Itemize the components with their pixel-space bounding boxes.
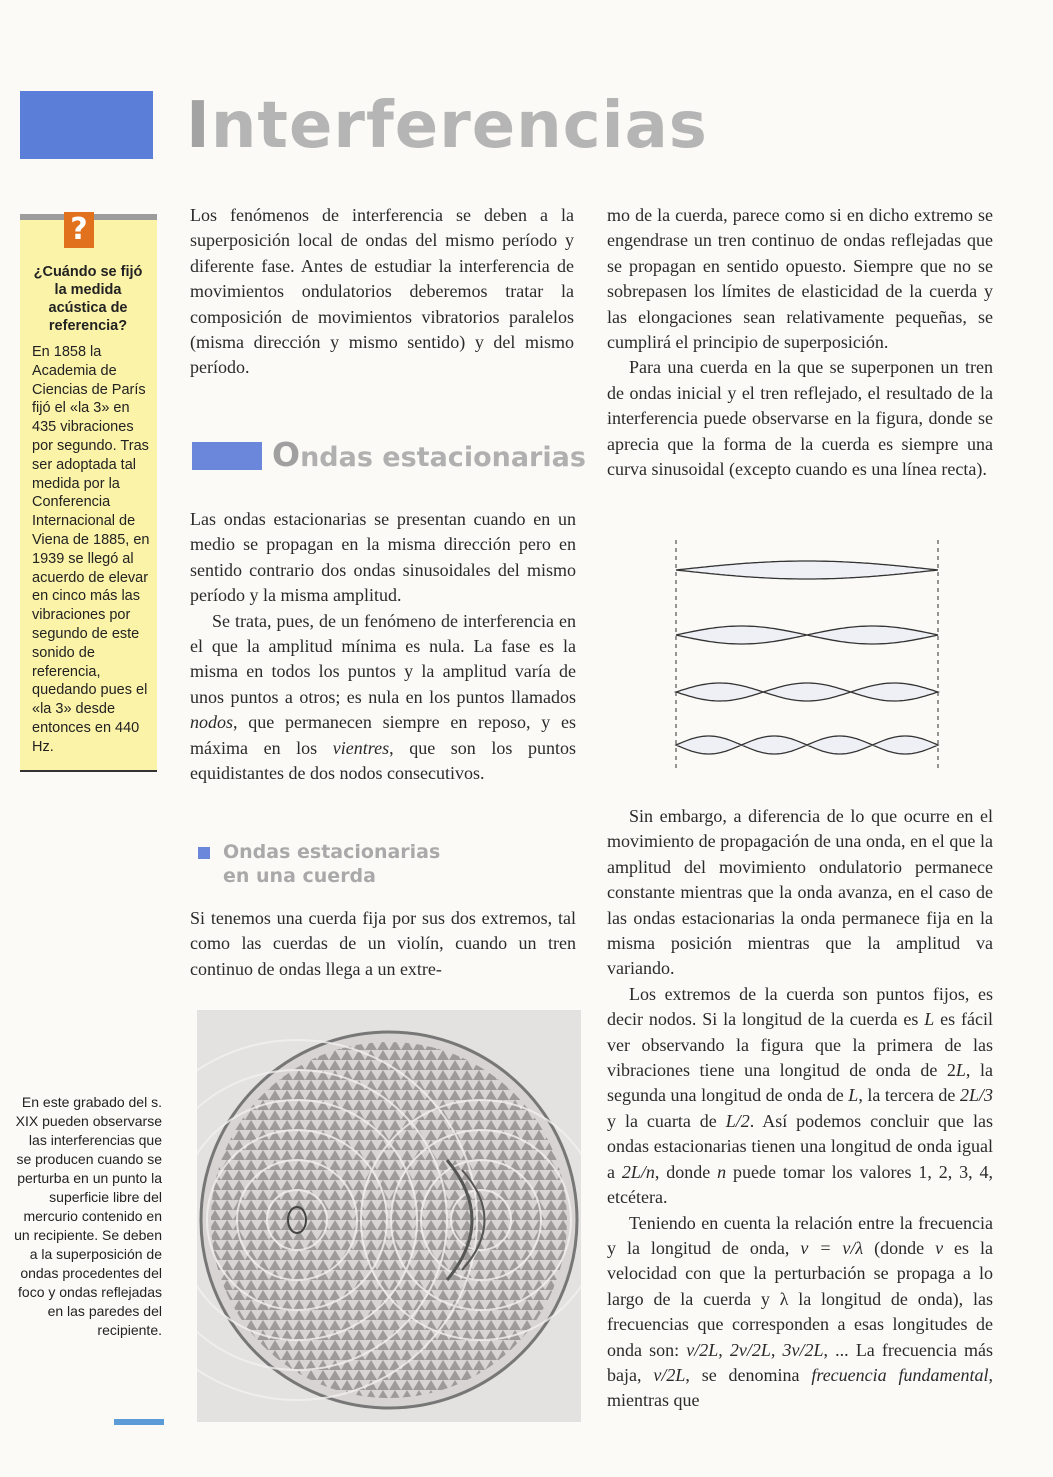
title-color-block bbox=[20, 91, 153, 159]
paragraph: Las ondas estacionarias se presentan cuando en un medio se propagan en la misma dirección pero en sentido contrario dos ondas sinusoidales del mismo período y la misma amplitud. bbox=[190, 509, 576, 606]
paragraph: Sin embargo, a diferencia de lo que ocurre en el movimiento de propagación de una onda, en el que la amplitud del movimiento ondulatorio permanece constante mientras que la onda avanza, en el caso de las ondas estacionarias la onda permanece fija en la misma posición mientras que la amplitud va variando. bbox=[607, 806, 993, 979]
harmonic-3-wave bbox=[676, 683, 938, 701]
paragraph: mo de la cuerda, parece como si en dicho extremo se engendrase un tren continuo de ondas reflejadas que se propagan en sentido opuesto. Siempre que no se sobrepasen los límites de elasticidad de la cuerda y las elongaciones sean relativamente pequeñas, se cumplirá el principio de superposición. bbox=[607, 205, 993, 353]
section-color-block bbox=[192, 442, 262, 470]
subsection-text: Si tenemos una cuerda fija por sus dos extremos, tal como las cuerdas de un violín, cuando un tren continuo de ondas llega a un extre- bbox=[190, 908, 576, 979]
caption-accent-bar bbox=[114, 1419, 164, 1425]
paragraph: Los extremos de la cuerda son puntos fijos, es decir nodos. Si la longitud de la cuerda es L es fácil ver observando la figura que la primera de las vibraciones tiene una longitud de onda de 2L, la segunda una longitud de onda de L, la tercera de 2L/3 y la cuarta de L/2. Así podemos concluir que las ondas estacionarias tienen una longitud de onda igual a 2L/n, donde n puede tomar los valores 1, 2, 3, 4, etcétera. bbox=[607, 983, 994, 1208]
engraving-image bbox=[197, 1010, 581, 1422]
sidebar-question-title: ¿Cuándo se fijó la medida acústica de referencia? bbox=[33, 264, 143, 334]
column-right-top bbox=[607, 203, 993, 482]
paragraph: Se trata, pues, de un fenómeno de interferencia en el que la amplitud mínima es nula. La fase es la misma en todos los puntos y la amplitud varía de unos puntos a otros; es nula en los puntos llamados nodos, que permanecen siempre en reposo, y es máxima en los vientres, que son los puntos equidistantes de dos nodos consecutivos. bbox=[190, 610, 576, 784]
intro-paragraph: Los fenómenos de interferencia se deben a la superposición local de ondas del mismo período y diferente fase. Antes de estudiar la interferencia de movimientos ondulatorios deberemos tratar la composición de movimientos vibratorios paralelos (misma dirección y mismo sentido) y del mismo período. bbox=[190, 205, 574, 378]
sidebar-question-body: En 1858 la Academia de Ciencias de París fijó el «la 3» en 435 vibraciones por segundo. Tras ser adoptada tal medida por la Conferencia Internacional de Viena de 1885, en 1939 se llegó al acuerdo de elevar en cinco más las vibraciones por segundo de este sonido de referencia, quedando pues el «la 3» desde entonces en 440 Hz. bbox=[32, 344, 150, 755]
harmonic-1-wave bbox=[676, 561, 938, 579]
standing-waves-figure bbox=[664, 540, 946, 772]
section-heading: Ondas estacionarias bbox=[272, 435, 586, 474]
paragraph: Teniendo en cuenta la relación entre la frecuencia y la longitud de onda, ν = v/λ (donde v es la velocidad con que la perturbación se propaga a lo largo de la cuerda y λ la longitud de onda), las frecuencias que corresponden a esas longitudes de onda son: v/2L, 2v/2L, 3v/2L, ... La frecuencia más baja, v/2L, se denomina frecuencia fundamental, mientras que bbox=[607, 1212, 994, 1411]
page-title: Interferencias bbox=[186, 89, 708, 163]
column-right-bottom bbox=[607, 804, 993, 1414]
subsection-heading: Ondas estacionarias en una cuerda bbox=[223, 841, 441, 887]
subsection-bullet bbox=[198, 847, 210, 859]
paragraph: Para una cuerda en la que se superponen un tren de ondas inicial y el tren reflejado, el resultado de la interferencia puede observarse en la figura, donde se aprecia que la forma de la cuerda es siempre una curva sinusoidal (excepto cuando es una línea recta). bbox=[607, 357, 993, 480]
harmonic-2-wave bbox=[676, 626, 938, 644]
section-text bbox=[190, 507, 576, 786]
image-caption: En este grabado del s. XIX pueden observarse las interferencias que se producen cuando se perturba en un punto la superficie libre del mercurio contenido en un recipiente. Se deben a la superposición de ondas procedentes del foco y ondas reflejadas en las paredes del recipiente. bbox=[14, 1094, 162, 1338]
question-mark-icon: ? bbox=[64, 212, 94, 248]
harmonic-4-wave bbox=[676, 736, 938, 754]
